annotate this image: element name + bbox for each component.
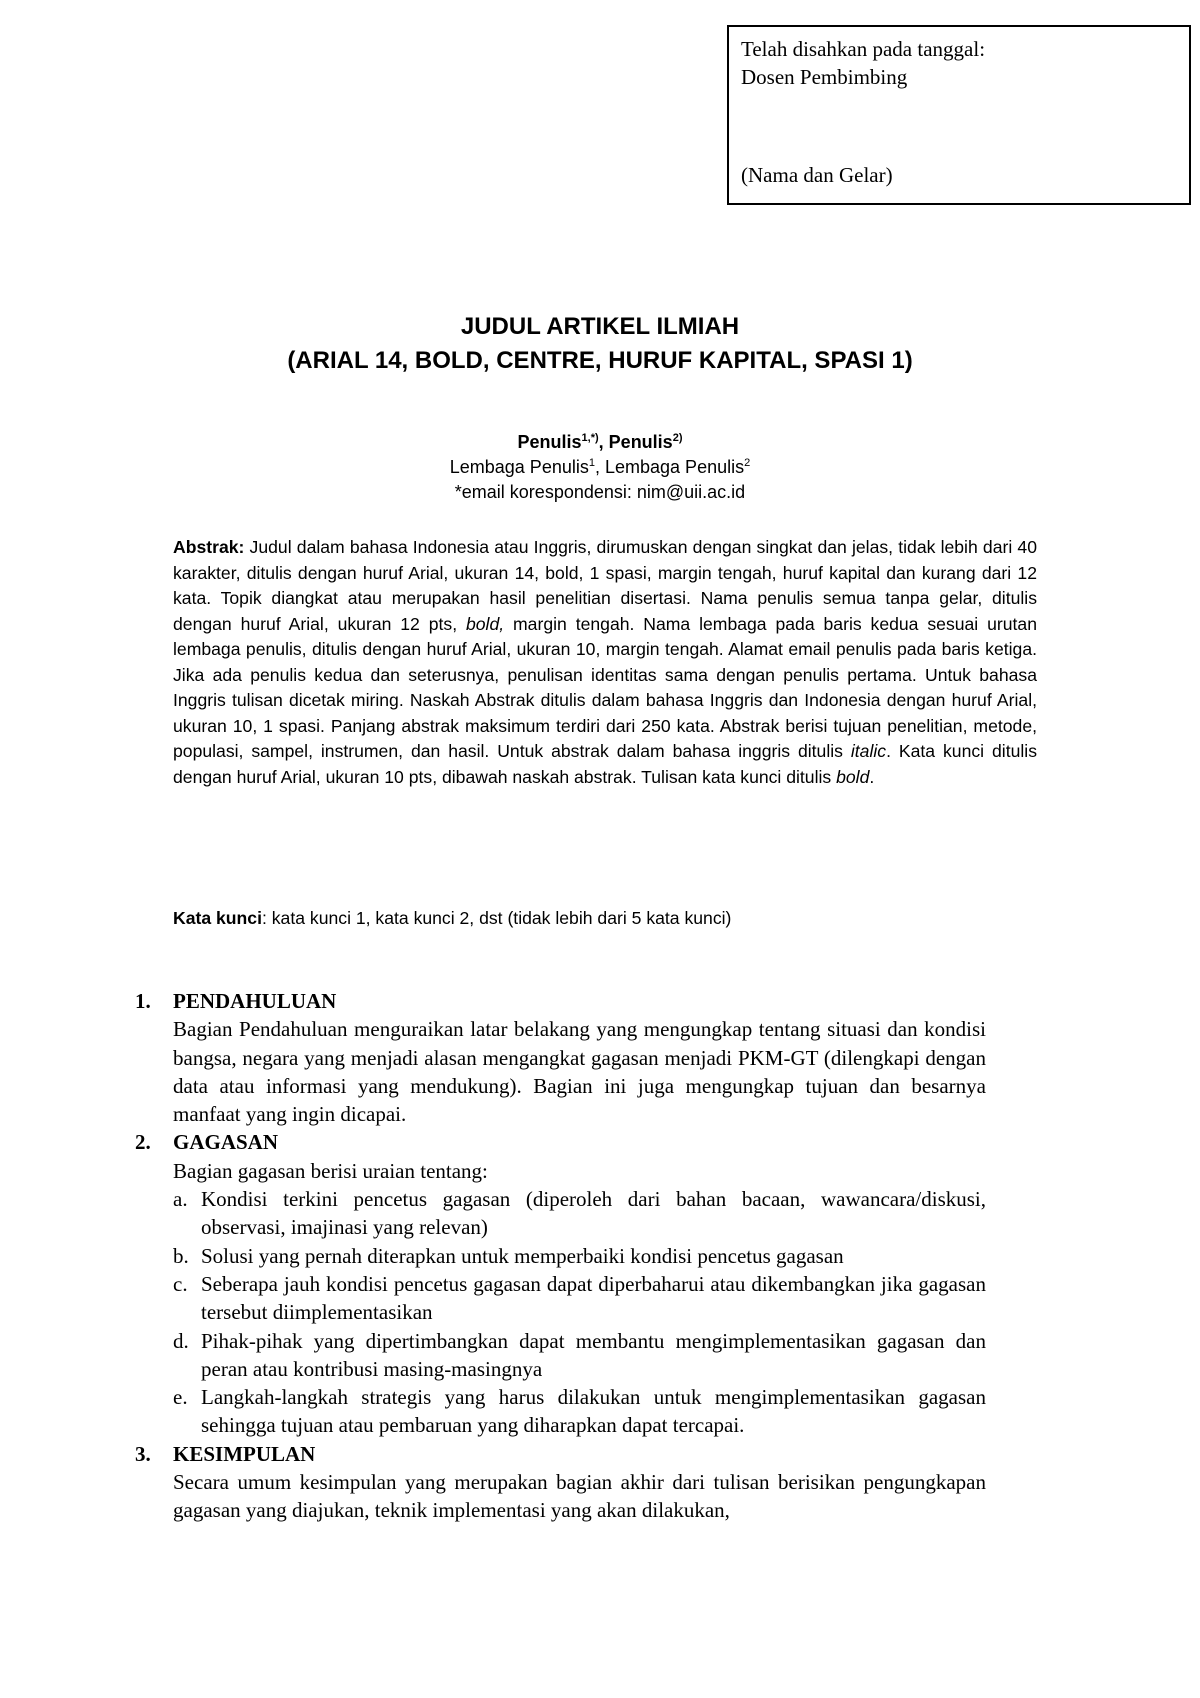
author-1-sup: 1,*): [581, 432, 599, 444]
abstract-label: Abstrak:: [173, 537, 245, 557]
article-body: [130, 987, 986, 1525]
list-item-letter: c.: [173, 1271, 188, 1296]
list-item: [173, 1327, 986, 1384]
section-introduction: [130, 987, 986, 1128]
institution-1: Lembaga Penulis: [449, 457, 589, 477]
section-idea: [130, 1128, 986, 1439]
approval-box: [727, 25, 1191, 205]
abstract-text-d: .: [869, 766, 875, 787]
section-number: 1.: [135, 989, 151, 1013]
approval-date-label: Telah disahkan pada tanggal:: [741, 37, 986, 61]
title-line-2: (ARIAL 14, BOLD, CENTRE, HURUF KAPITAL, SPASI 1): [287, 347, 913, 374]
abstract-bold-word: bold,: [465, 613, 505, 634]
author-separator: ,: [598, 432, 609, 452]
institutions: [0, 455, 1200, 480]
section-paragraph: Secara umum kesimpulan yang merupakan bagian akhir dari tulisan berisikan pengungkapan gagasan yang diajukan, teknik implementasi yang akan dilakukan,: [173, 1470, 986, 1523]
abstract-text-c: . Kata kunci ditulis dengan huruf Arial, ukuran 10 pts, dibawah naskah abstrak. Tulisan kata kunci ditulis: [173, 741, 1037, 787]
abstract-italic-word: italic: [850, 741, 887, 761]
keywords: [173, 906, 1037, 931]
list-item-letter: a.: [173, 1187, 188, 1212]
list-item: [173, 1242, 986, 1270]
institution-2: Lembaga Penulis: [605, 457, 745, 477]
section-number: 3.: [135, 1441, 151, 1466]
section-conclusion: [130, 1440, 986, 1525]
list-item-text: Pihak-pihak yang dipertimbangkan dapat membantu mengimplementasikan gagasan dan peran atau kontribusi masing-masingnya: [201, 1328, 986, 1381]
list-item: [173, 1185, 986, 1242]
list-item-letter: b.: [173, 1243, 189, 1268]
author-1: Penulis: [517, 432, 582, 452]
keywords-label: Kata kunci: [173, 908, 262, 928]
section-heading: KESIMPULAN: [173, 1441, 316, 1466]
abstract-text-a: Judul dalam bahasa Indonesia atau Inggris, dirumuskan dengan singkat dan jelas, tidak lebih dari 40 karakter, ditulis dengan huruf Arial, ukuran 14, bold, 1 spasi, margin tengah, huruf kapital dan kurang dari 12 kata. Topik diangkat atau merupakan hasil penelitian disertasi. Nama penulis semua tanpa gelar, ditulis dengan huruf Arial, ukuran 12 pts,: [173, 537, 1037, 634]
list-item-text: Solusi yang pernah diterapkan untuk memperbaiki kondisi pencetus gagasan: [201, 1243, 844, 1268]
supervisor-label: Dosen Pembimbing: [741, 65, 908, 89]
institution-1-sup: 1: [588, 457, 595, 469]
section-number: 2.: [135, 1130, 151, 1155]
list-item-text: Langkah-langkah strategis yang harus dilakukan untuk mengimplementasikan gagasan sehingga tujuan atau pembaruan yang diharapkan dapat tercapai.: [201, 1385, 986, 1438]
list-item: [173, 1270, 986, 1327]
list-item-letter: d.: [173, 1328, 189, 1353]
abstract-bold-word-2: bold: [836, 766, 870, 787]
article-title: [0, 310, 1200, 378]
author-block: [0, 430, 1200, 505]
author-2-sup: 2): [672, 432, 683, 444]
list-item-letter: e.: [173, 1385, 188, 1410]
section-heading: PENDAHULUAN: [173, 989, 337, 1013]
list-item: [173, 1383, 986, 1440]
author-names: [0, 430, 1200, 455]
list-item-text: Seberapa jauh kondisi pencetus gagasan dapat diperbaharui atau dikembangkan jika gagasan tersebut diimplementasikan: [201, 1271, 986, 1325]
title-line-1: JUDUL ARTIKEL ILMIAH: [460, 313, 740, 340]
section-paragraph: Bagian Pendahuluan menguraikan latar belakang yang mengungkap tentang situasi dan kondisi bangsa, negara yang menjadi alasan mengangkat gagasan menjadi PKM-GT (dilengkapi dengan data atau informasi yang mendukung). Bagian ini juga mengungkap tujuan dan besarnya manfaat yang ingin dicapai.: [173, 1017, 986, 1127]
keywords-text: : kata kunci 1, kata kunci 2, dst (tidak lebih dari 5 kata kunci): [261, 908, 732, 928]
institution-2-sup: 2: [744, 457, 751, 469]
institution-separator: ,: [594, 457, 605, 477]
list-item-text: Kondisi terkini pencetus gagasan (diperoleh dari bahan bacaan, wawancara/diskusi, observasi, imajinasi yang relevan): [201, 1187, 986, 1240]
author-2: Penulis: [608, 432, 673, 452]
correspondence-email: *email korespondensi: nim@uii.ac.id: [454, 482, 746, 502]
section-heading: GAGASAN: [173, 1130, 279, 1155]
name-and-title-label: (Nama dan Gelar): [741, 163, 893, 187]
section-lead: Bagian gagasan berisi uraian tentang:: [173, 1158, 488, 1183]
abstract: [173, 535, 1037, 790]
abstract-text-b: margin tengah. Nama lembaga pada baris kedua sesuai urutan lembaga penulis, ditulis dengan huruf Arial, ukuran 10, margin tengah. Alamat email penulis pada baris ketiga. Jika ada penulis kedua dan seterusnya, penulisan identitas sama dengan penulis pertama. Untuk bahasa Inggris tulisan dicetak miring. Naskah Abstrak ditulis dalam bahasa Inggris dan Indonesia dengan huruf Arial, ukuran 10, 1 spasi. Panjang abstrak maksimum terdiri dari 250 kata. Abstrak berisi tujuan penelitian, metode, populasi, sampel, instrumen, dan hasil. Untuk abstrak dalam bahasa inggris ditulis: [173, 613, 1037, 761]
